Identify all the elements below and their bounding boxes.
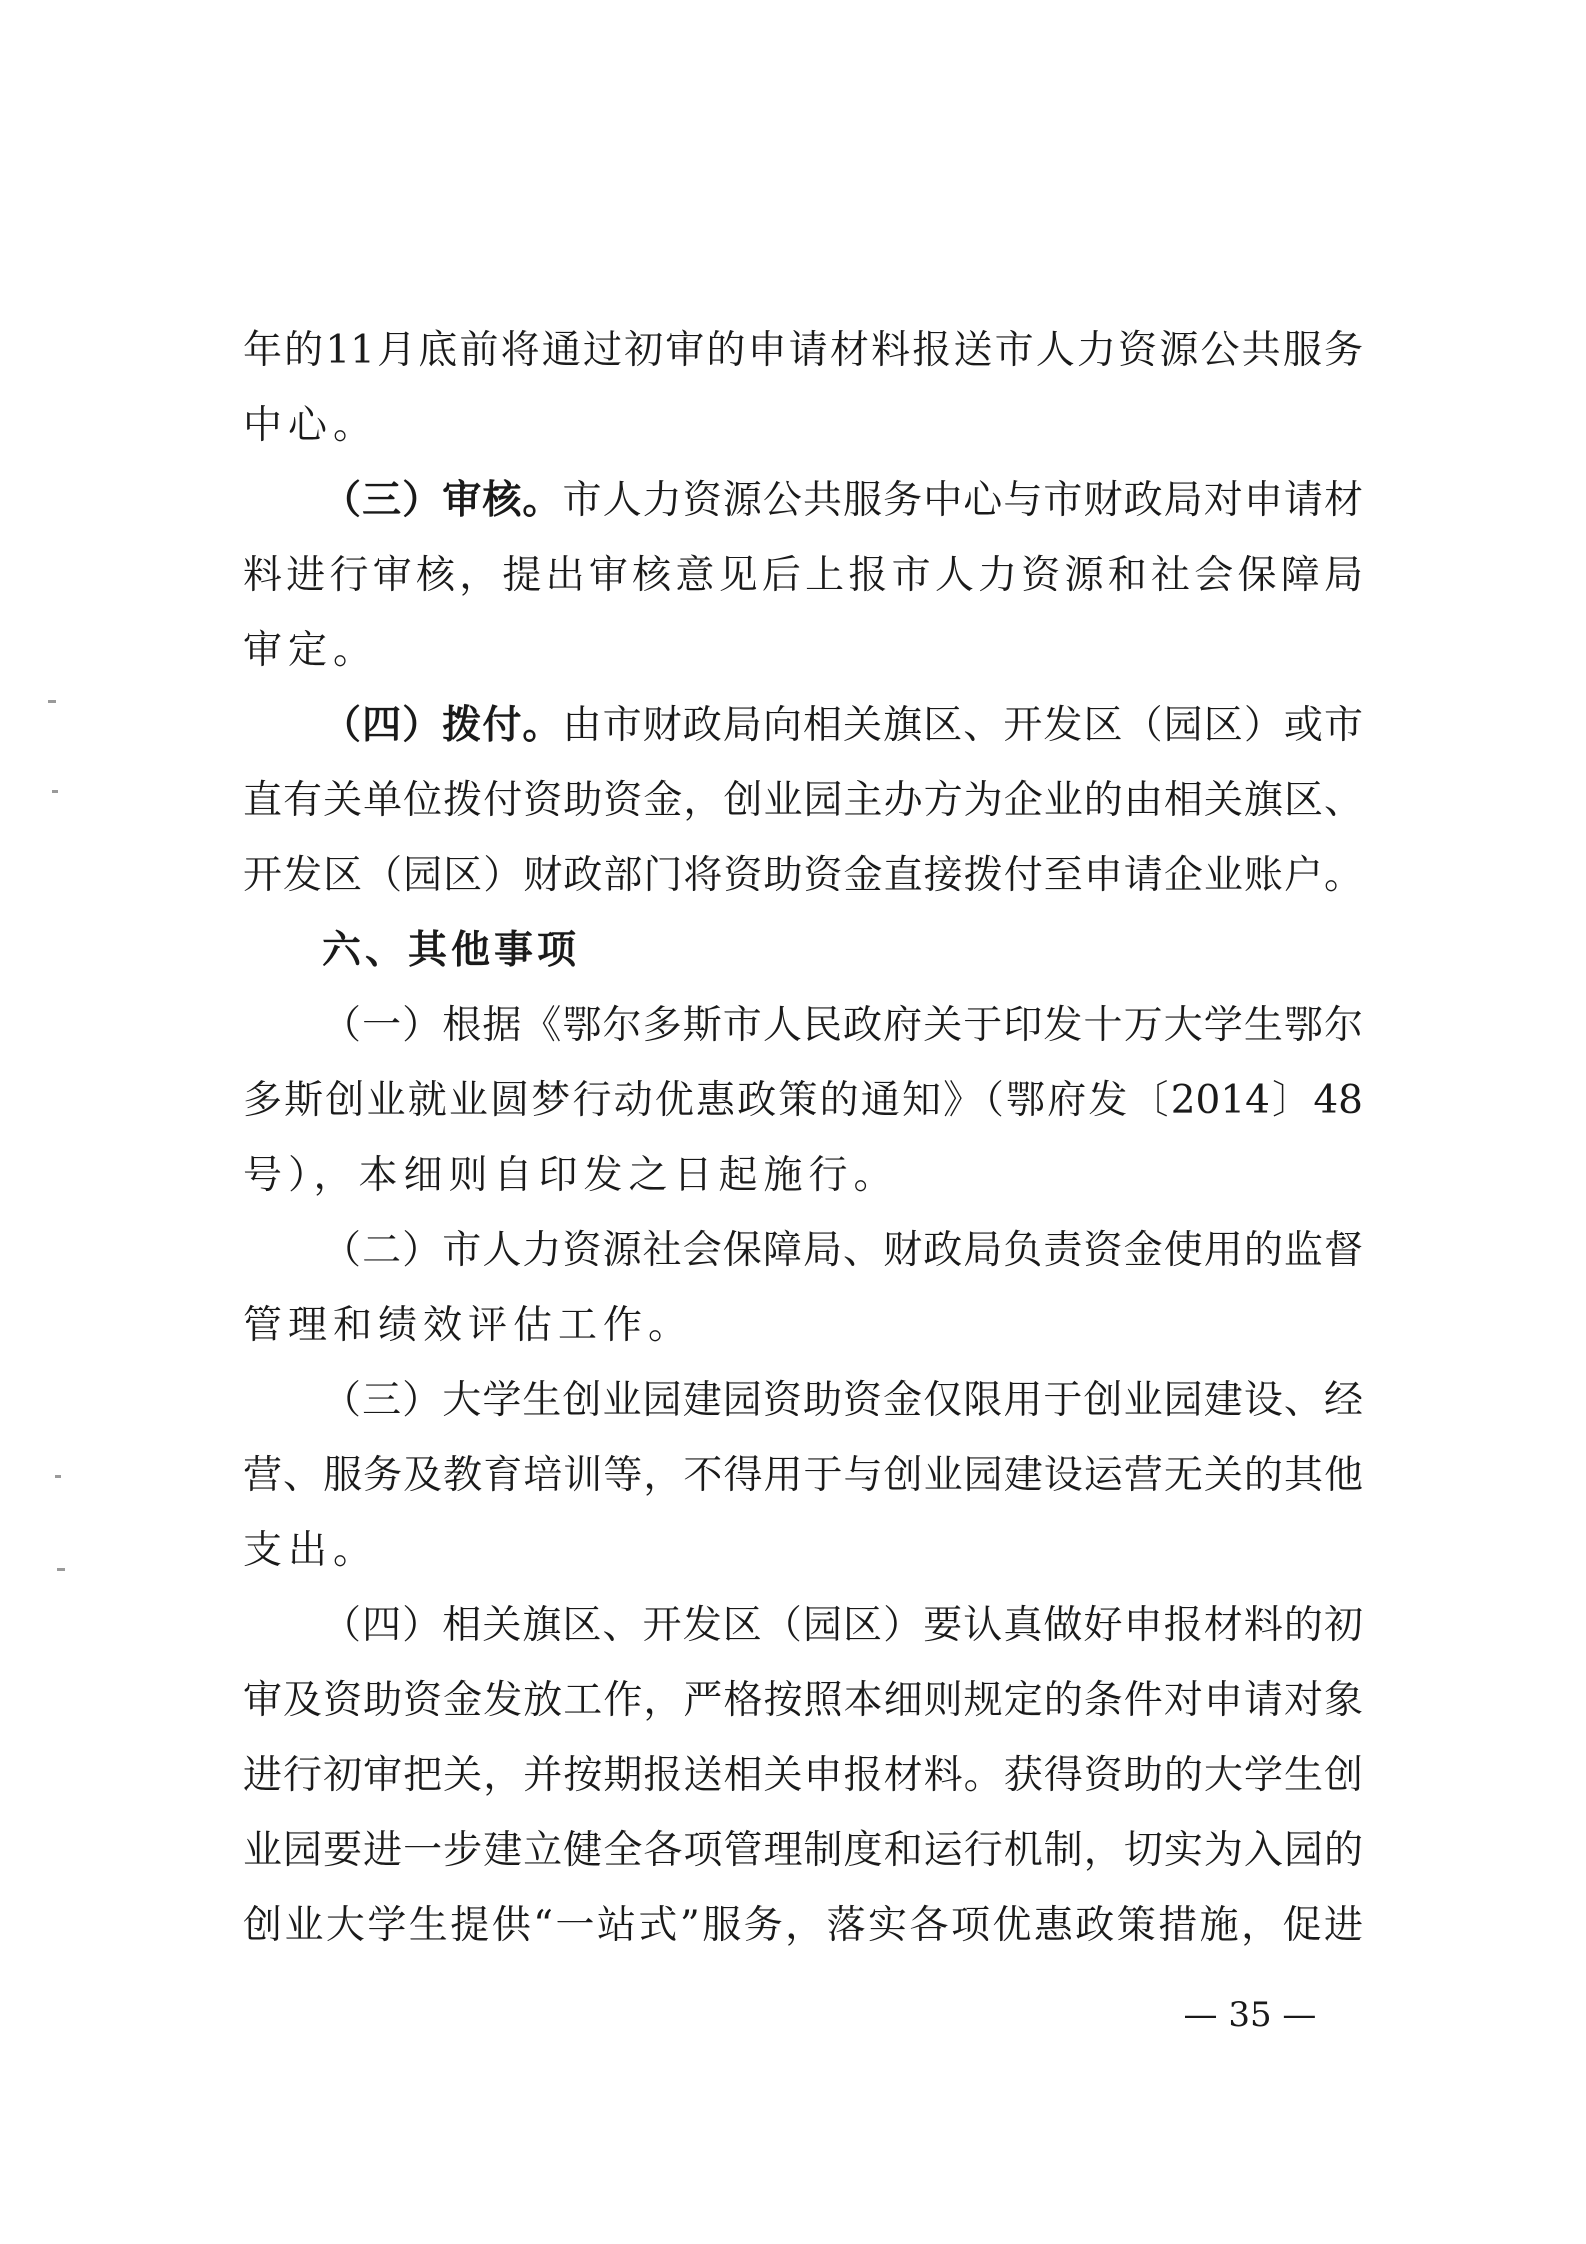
body-text-line: 营、服务及教育培训等，不得用于与创业园建设运营无关的其他 [243, 1453, 1363, 1498]
body-text-line: 号），本细则自印发之日起施行。 [243, 1153, 899, 1198]
body-text-line: 创业大学生提供“一站式”服务，落实各项优惠政策措施，促进 [243, 1903, 1363, 1948]
paragraph-text: 由市财政局向相关旗区、开发区（园区）或市 [562, 703, 1363, 748]
body-text-line: 审及资助资金发放工作，严格按照本细则规定的条件对申请对象 [243, 1678, 1363, 1723]
scan-mark [57, 1568, 65, 1571]
body-text-line: 多斯创业就业圆梦行动优惠政策的通知》（鄂府发〔2014〕48 [243, 1078, 1363, 1123]
body-text-line: 中心。 [243, 403, 379, 448]
body-text-line: 直有关单位拨付资助资金，创业园主办方为企业的由相关旗区、 [243, 778, 1363, 823]
body-text-line: 业园要进一步建立健全各项管理制度和运行机制，切实为入园的 [243, 1828, 1363, 1873]
scan-mark [52, 790, 58, 793]
body-text-line: 审定。 [243, 628, 379, 673]
scan-mark [55, 1475, 61, 1478]
body-text-line [322, 476, 1363, 526]
paragraph-lead: （四）拨付。 [322, 703, 563, 748]
paragraph-lead: （三）审核。 [322, 478, 563, 523]
body-text-line: （二）市人力资源社会保障局、财政局负责资金使用的监督 [322, 1228, 1363, 1273]
body-text-line: （一）根据《鄂尔多斯市人民政府关于印发十万大学生鄂尔 [322, 1003, 1363, 1048]
page-number: — 35 — [1183, 1995, 1317, 2035]
body-text-line: 年的11月底前将通过初审的申请材料报送市人力资源公共服务 [243, 328, 1363, 373]
body-text-line: 进行初审把关，并按期报送相关申报材料。获得资助的大学生创 [243, 1753, 1363, 1798]
body-text-line: （三）大学生创业园建园资助资金仅限用于创业园建设、经 [322, 1378, 1363, 1423]
section-heading: 六、其他事项 [322, 928, 581, 973]
scan-mark [48, 700, 56, 703]
body-text-line: 料进行审核，提出审核意见后上报市人力资源和社会保障局 [243, 553, 1363, 598]
body-text-line: 开发区（园区）财政部门将资助资金直接拨付至申请企业账户。 [243, 853, 1363, 898]
body-text-line: 支出。 [243, 1528, 379, 1573]
body-text-line [322, 701, 1363, 751]
paragraph-text: 市人力资源公共服务中心与市财政局对申请材 [562, 478, 1363, 523]
body-text-line: （四）相关旗区、开发区（园区）要认真做好申报材料的初 [322, 1603, 1363, 1648]
body-text-line: 管理和绩效评估工作。 [243, 1303, 694, 1348]
